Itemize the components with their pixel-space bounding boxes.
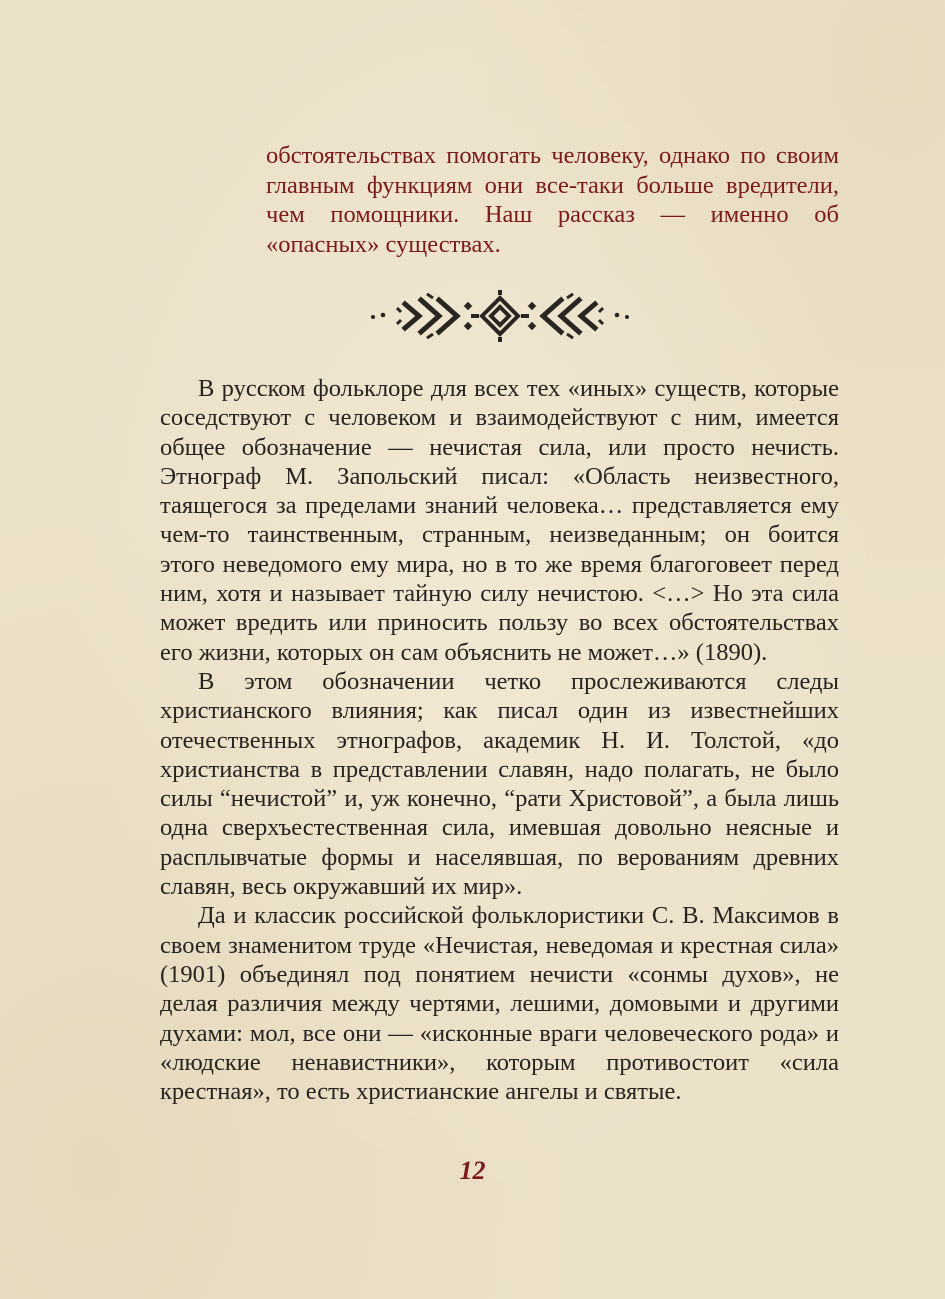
paragraph-3: Да и классик российской фольклористики С. В. Максимов в своем знаменитом труде «Нечистая, неведомая и крестная сила» (1901) объединял под понятием нечисти «сонмы духов», не делая различия между чертями, лешими, домовыми и другими духами: мол, все они — «исконные враги человеческого рода» и «людские ненавистники», которым противостоит «сила крестная», то есть христианские ангелы и святые. [160,902,839,1106]
paragraph-2: В этом обозначении четко прослеживаются следы христианского влияния; как писал один из известнейших отечественных этнографов, академик Н. И. Толстой, «до христианства в представлении славян, надо полагать, не было силы “нечистой” и, уж конечно, “рати Христовой”, а была лишь одна сверхъестественная сила, имевшая довольно неясные и расплывчатые формы и населявшая, по верованиям древних славян, весь окружавший их мир». [160,667,839,901]
page-number: 12 [459,1156,486,1185]
ornament-divider [367,286,633,346]
main-text [160,374,839,1106]
paragraph-1: В русском фольклоре для всех тех «иных» существ, которые соседствуют с человеком и взаимодействуют с ним, имеется общее обозначение — нечистая сила, или просто нечисть. Этнограф М. Запольский писал: «Область неизвестного, таящегося за пределами знаний человека… представляется ему чем-то таинственным, странным, неизведанным; он боится этого неведомого ему мира, но в то же время благоговеет перед ним, хотя и называет тайную силу нечистою. <…> Но эта сила может вредить или приносить пользу во всех обстоятельствах его жизни, которых он сам объяснить не может…» (1890). [160,375,839,666]
intro-paragraph: обстоятельствах помогать человеку, однако по своим главным функциям они все-таки больше вредители, чем помощники. Наш рассказ — именно об «опасных» существах. [266,142,839,258]
slavic-ornament-divider-icon [367,286,633,346]
